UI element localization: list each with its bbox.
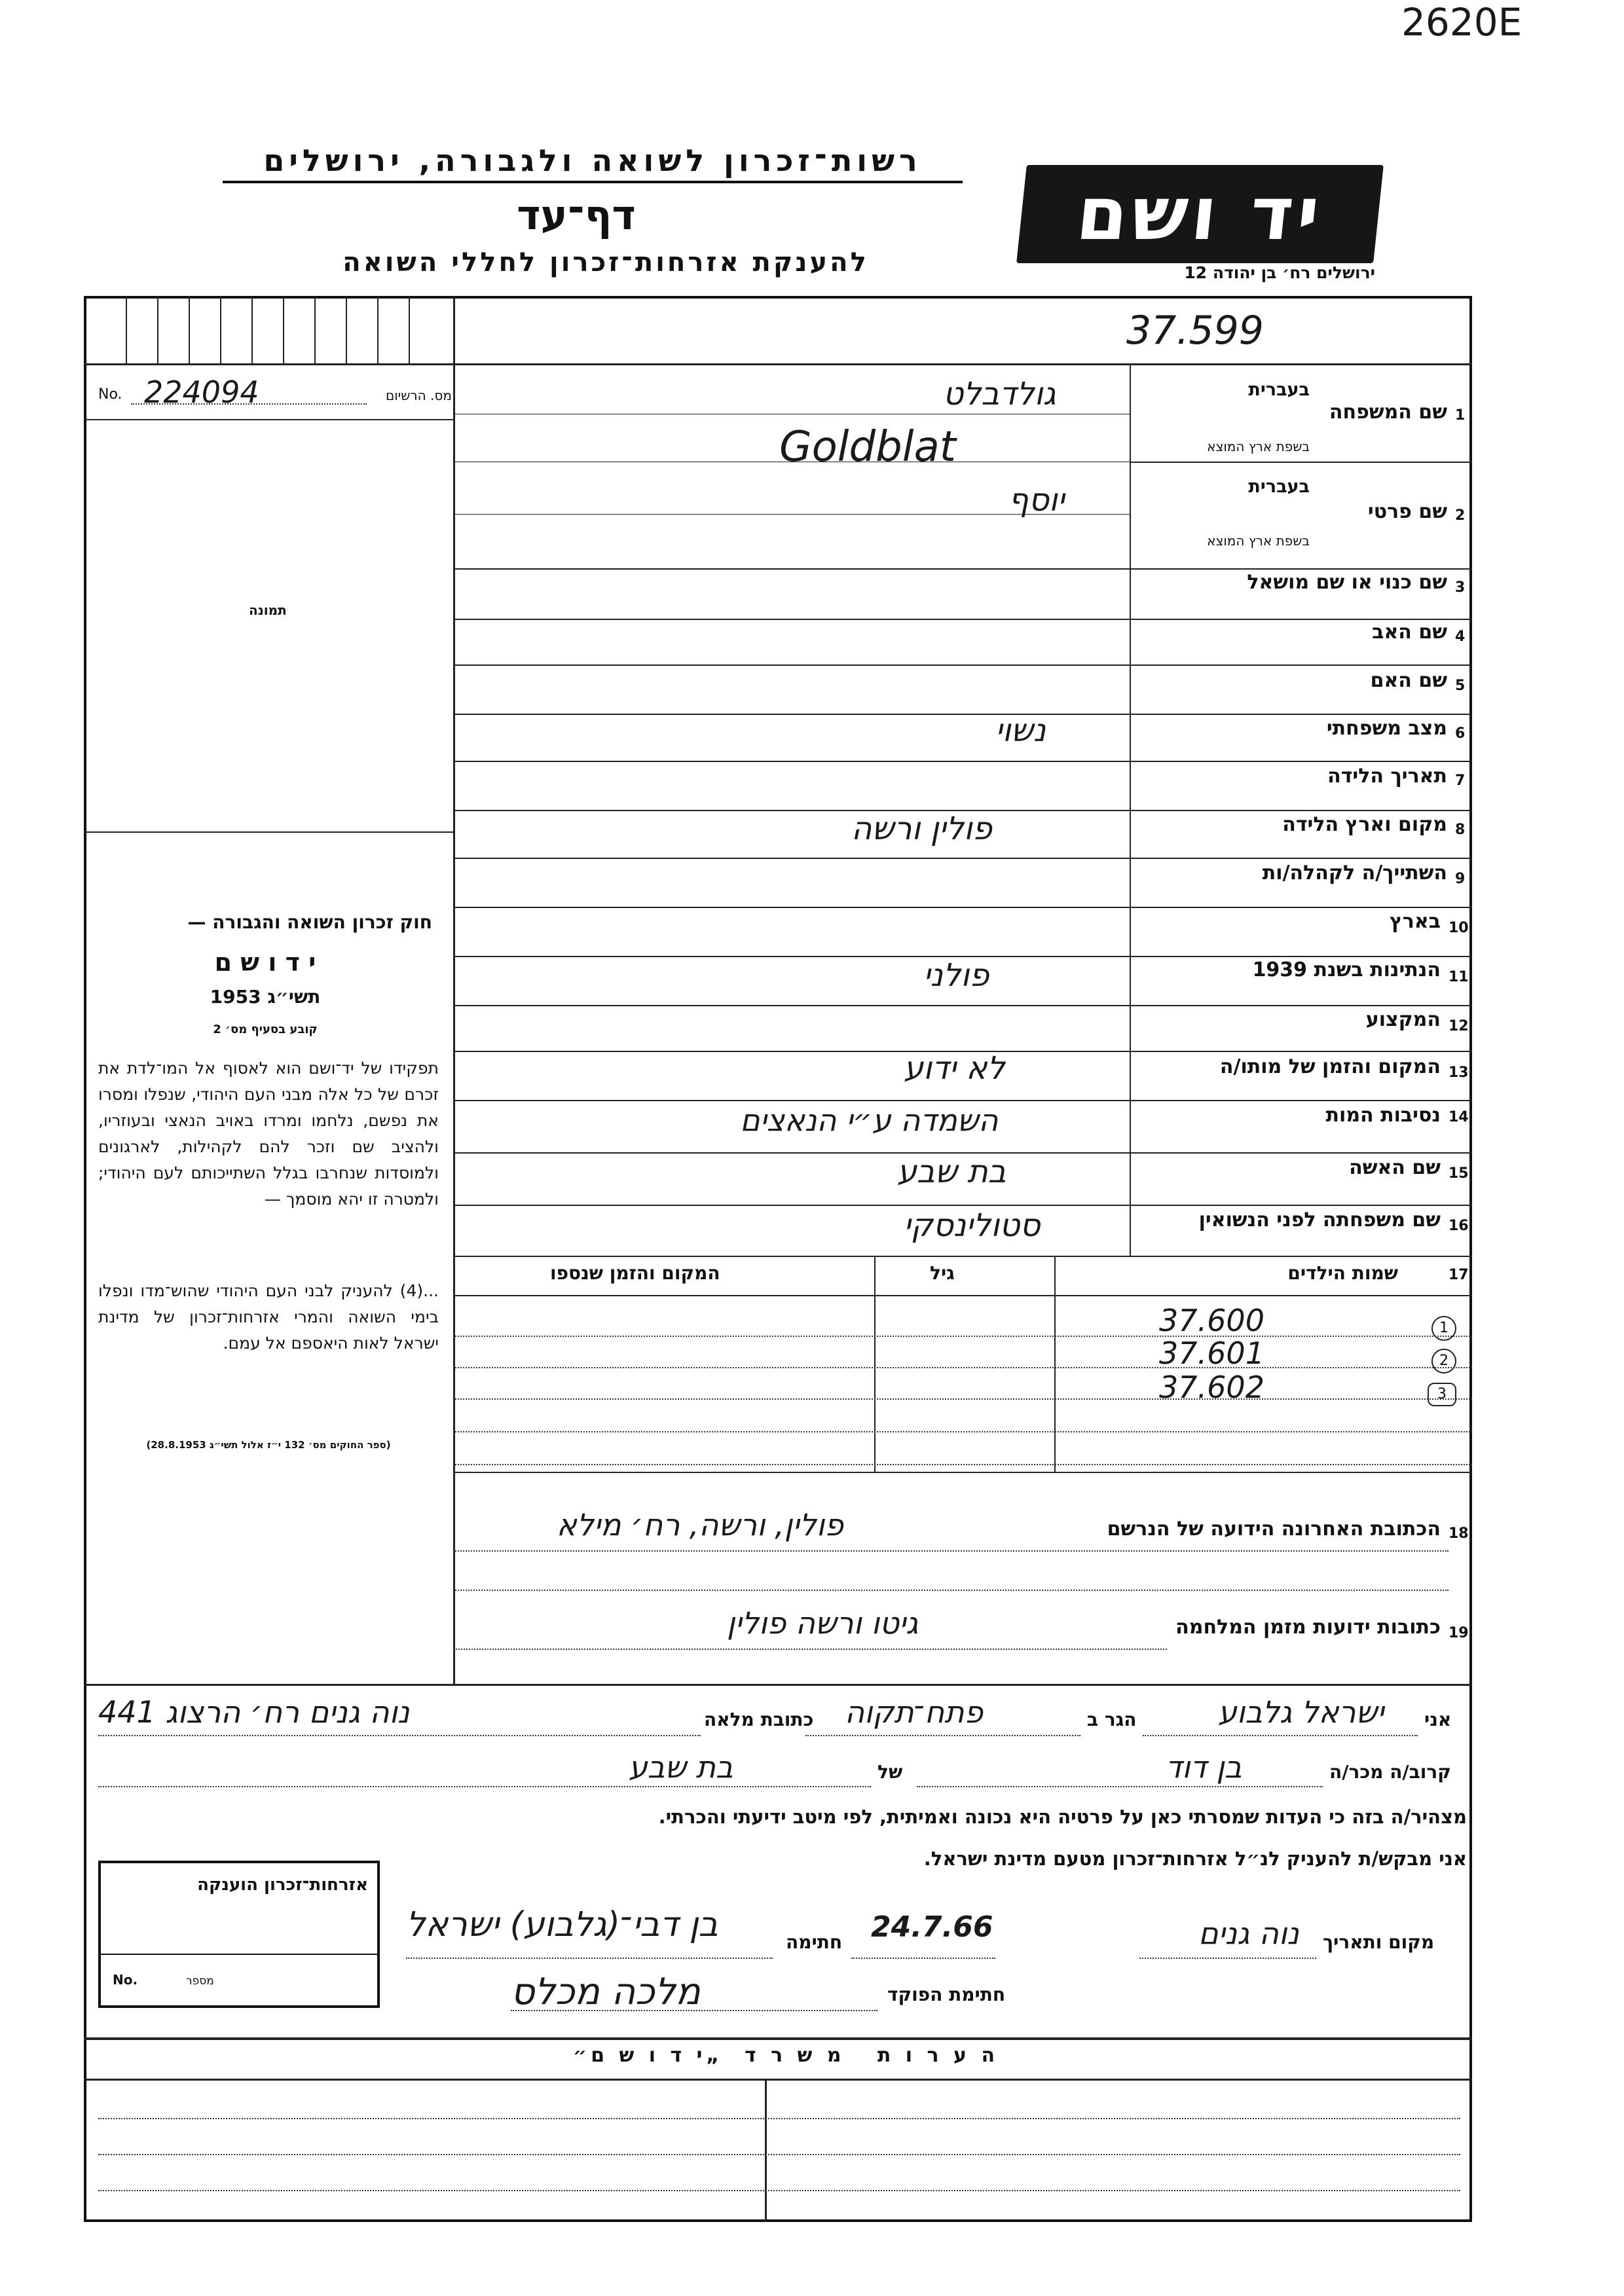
field-6-value: נשוי [995, 712, 1046, 749]
stamp-no-label: No. [113, 1972, 138, 1988]
signature-label: חתימה [786, 1931, 843, 1953]
field-7-label: תאריך הלידה [1327, 765, 1447, 788]
declaration-of-value: בת שבע [629, 1749, 733, 1785]
field-3-number: 3 [1455, 579, 1466, 596]
declarant-name: ישראל גלבוע [1218, 1694, 1384, 1730]
officer-signature-label: חתימת הפוקד [887, 1984, 1006, 2005]
child-3-value: 37.602 [1159, 1370, 1264, 1405]
field-8-number: 8 [1455, 822, 1466, 838]
field-8-value: פולין ורשה [851, 811, 992, 847]
place-date-label: מקום ותאריך [1323, 1931, 1435, 1953]
declaration-ani: אני [1424, 1709, 1452, 1730]
field-16-value: סטולינסקי [904, 1207, 1041, 1244]
child-2-value: 37.601 [1159, 1336, 1264, 1371]
date-value: 24.7.66 [871, 1910, 993, 1944]
field-11-value: פולני [923, 957, 989, 994]
law-paragraph-2: ...(4) להעניק לבני העם היהודי שהוש־מדו ונפלו בימי השואה והמרי אזרחות־זכרון של מדינת ישראל לאות היאספם אל עמם. [98, 1281, 439, 1353]
field-13-value: לא ידוע [904, 1050, 1005, 1087]
declaration-full-address-label: כתובת מלאה [704, 1709, 814, 1730]
field-1-label: שם המשפחה [1329, 401, 1447, 424]
field-1-sub-origin: בשפת ארץ המוצא [1207, 439, 1310, 454]
law-name: י ד ו ש ם [214, 948, 316, 977]
field-6-number: 6 [1455, 725, 1466, 742]
field-5-label: שם האם [1370, 669, 1447, 692]
field-13-number: 13 [1449, 1065, 1469, 1081]
field-13-label: המקום והזמן של מותו/ה [1219, 1055, 1441, 1078]
child-1-value: 37.600 [1159, 1303, 1264, 1338]
officer-signature: מלכה מכלס [511, 1971, 701, 2013]
law-title: חוק זכרון השואה והגבורה — [187, 911, 432, 933]
field-7-number: 7 [1455, 773, 1466, 789]
declaration-statement-1: מצהיר/ה בזה כי העדות שמסרתי כאן על פרטיה היא נכונה ואמיתית, לפי מיטב ידיעתי והכרתי. [658, 1806, 1467, 1828]
field-2-number: 2 [1455, 507, 1466, 524]
field-10-number: 10 [1449, 920, 1469, 936]
field-12-number: 12 [1449, 1018, 1469, 1034]
field-15-number: 15 [1449, 1165, 1469, 1182]
declaration-resident-label: הגר ב [1087, 1709, 1137, 1730]
field-8-label: מקום וארץ הלידה [1282, 813, 1447, 836]
law-citation: (ספר החוקים מס׳ 132 י״ז אלול תשי״ג 28.8.1953) [146, 1439, 391, 1451]
field-5-number: 5 [1455, 678, 1466, 694]
law-year: תשי״ג 1953 [210, 986, 321, 1008]
registration-field [98, 374, 452, 411]
declaration-of-label: של [877, 1761, 903, 1783]
corner-number: 2620E [1401, 0, 1522, 45]
stamp-number-label: מספר [186, 1975, 214, 1988]
field-11-number: 11 [1449, 969, 1469, 985]
field-1-value-latin: Goldblat [779, 423, 956, 471]
child-2-mark: 2 [1431, 1349, 1456, 1374]
authority-title: רשות־זכרון לשואה ולגבורה, ירושלים [223, 143, 963, 183]
photo-label: תמונה [249, 602, 287, 618]
children-header-place: המקום והזמן שנספו [550, 1262, 720, 1284]
top-file-number: 37.599 [1126, 308, 1264, 354]
field-9-number: 9 [1455, 871, 1466, 887]
registration-no-prefix: No. [98, 386, 122, 403]
field-18-number: 18 [1449, 1525, 1469, 1542]
child-1-mark: 1 [1431, 1316, 1456, 1341]
declarant-relation: בן דוד [1166, 1749, 1242, 1785]
remarks-title: ה ע ר ו ת מ ש ר ד „י ד ו ש ם״ [572, 2044, 999, 2067]
yad-vashem-logo [1016, 165, 1384, 263]
field-19-label: כתובות ידועות מזמן המלחמה [1175, 1616, 1441, 1639]
field-11-label: הנתינות בשנת 1939 [1252, 958, 1441, 981]
field-2-value: יוסף [1008, 482, 1065, 519]
field-1-number: 1 [1455, 407, 1466, 424]
field-15-label: שם האשה [1349, 1156, 1441, 1179]
field-14-label: נסיבות המות [1325, 1104, 1441, 1127]
declarant-full-address: נוה גנים רח׳ הרצוג 441 [98, 1694, 410, 1730]
field-1-value-hebrew: גולדבלט [943, 376, 1056, 412]
field-2-sub-origin: בשפת ארץ המוצא [1207, 533, 1310, 549]
field-15-value: בת שבע [897, 1154, 1006, 1190]
field-3-label: שם כנוי או שם מושאל [1247, 571, 1447, 594]
field-4-number: 4 [1455, 629, 1466, 645]
declarant-signature: בן דבי־(גלבוע) ישראל [406, 1905, 718, 1944]
logo-text: יד ושם [1073, 172, 1327, 257]
field-18-value: פולין, ורשה, רח׳ מילא [557, 1507, 844, 1542]
field-2-label: שם פרטי [1367, 500, 1447, 523]
field-6-label: מצב משפחתי [1326, 717, 1447, 740]
field-10-label: בארץ [1389, 910, 1441, 933]
citizenship-granted-title: אזרחות־זכרון הוענקה [197, 1875, 368, 1895]
declaration-statement-2: אני מבקש/ת להעניק לנ״ל אזרחות־זכרון מטעם מדינת ישראל. [923, 1848, 1467, 1870]
law-clause-ref: קובע בסעיף מס׳ 2 [213, 1023, 318, 1036]
field-17-number: 17 [1449, 1267, 1469, 1283]
field-18-label: הכתובת האחרונה הידועה של הנרשם [1107, 1518, 1441, 1540]
registration-number: 224094 [144, 374, 259, 410]
law-paragraph-1: תפקידו של יד־ושם הוא לאסוף אל המו־לדת את זכרם של כל אלה מבני העם היהודי, שנפלו ומסרו את נפשם, נלחמו ומרדו באויב הנאצי ובעוזריו, ולהציב שם וזכר להם לקהילות, לארגונים ולמוסדות שנחרבו בגלל השתייכותם לעם היהודי; ולמטרה זו יהא מוסמך — [98, 1059, 439, 1209]
children-header-names: שמות הילדים [1287, 1262, 1398, 1284]
field-14-number: 14 [1449, 1109, 1469, 1125]
field-9-label: השתייך/ה לקהלה/ות [1262, 862, 1447, 884]
field-1-sub-hebrew: בעברית [1248, 380, 1310, 400]
declaration-relative-label: קרוב/ה מכר/ה [1329, 1761, 1451, 1783]
form-title: דף־עד [517, 191, 636, 239]
form-subtitle: להענקת אזרחות־זכרון לחללי השואה [342, 247, 869, 278]
registration-label: מס. הרשיום [386, 388, 452, 403]
declarant-city: פתח־תקוה [845, 1694, 984, 1730]
field-12-label: המקצוע [1365, 1008, 1441, 1031]
field-19-number: 19 [1449, 1625, 1469, 1641]
child-3-mark: 3 [1428, 1383, 1456, 1406]
field-19-value: גיטו ורשה פולין [727, 1605, 919, 1641]
field-2-sub-hebrew: בעברית [1248, 477, 1310, 497]
citizenship-granted-box [98, 1861, 380, 2008]
children-header-age: גיל [930, 1262, 955, 1284]
field-4-label: שם האב [1372, 621, 1447, 644]
field-16-number: 16 [1449, 1218, 1469, 1234]
header-address: ירושלים רח׳ בן יהודה 12 [1184, 263, 1375, 282]
field-16-label: שם משפחתה לפני הנשואין [1198, 1209, 1441, 1231]
field-14-value: השמדה ע״י הנאצים [740, 1102, 999, 1138]
place-value: נוה גנים [1198, 1916, 1299, 1951]
